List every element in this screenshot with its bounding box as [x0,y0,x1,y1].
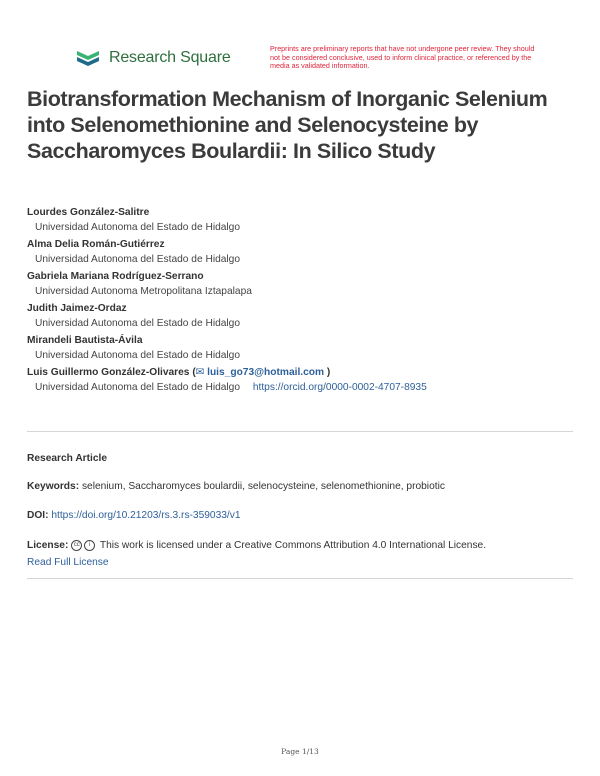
license-label: License: [27,540,69,551]
author-name[interactable]: Lourdes González-Salitre [27,207,150,218]
corresponding-author-entry [27,365,587,396]
author-name[interactable]: Gabriela Mariana Rodríguez-Serrano [27,271,204,282]
article-type: Research Article [27,453,108,464]
author-name[interactable]: Judith Jaimez-Ordaz [27,303,127,314]
doi-link[interactable]: https://doi.org/10.21203/rs.3.rs-359033/v1 [51,510,241,521]
research-square-logo[interactable] [75,47,231,69]
email-link[interactable]: luis_go73@hotmail.com [207,367,325,378]
divider-bottom [27,578,573,579]
keywords-line [27,479,445,495]
envelope-icon: ✉ [195,367,205,378]
author-affiliation: Universidad Autonoma Metropolitana Iztapalapa [35,286,252,297]
author-affiliation: Universidad Autonoma del Estado de Hidalgo [35,222,241,233]
logo-text: Research Square [109,49,231,66]
author-name[interactable]: Alma Delia Román-Gutiérrez [27,239,165,250]
author-list [27,205,587,397]
author-affiliation: Universidad Autonoma del Estado de Hidalgo [35,254,241,265]
research-square-logo-icon [75,47,101,69]
author-affiliation: Universidad Autonoma del Estado de Hidalgo [35,318,241,329]
orcid-link[interactable]: https://orcid.org/0000-0002-4707-8935 [252,382,427,393]
corresponding-author-affiliation-line [27,380,587,396]
corresponding-author-line [27,365,587,380]
keywords-value: selenium, Saccharomyces boulardii, selenocysteine, selenomethionine, probiotic [81,481,445,492]
author-entry [27,269,587,300]
doi-label: DOI: [27,510,49,521]
author-entry [27,237,587,268]
preprint-notice: Preprints are preliminary reports that have not undergone peer review. They should not be considered conclusive, used to inform clinical practice, or referenced by the media as validated information. [270,44,535,71]
license-link-line [27,555,109,571]
license-text: This work is licensed under a Creative Commons Attribution 4.0 International License. [99,540,487,551]
author-affiliation: Universidad Autonoma del Estado de Hidalgo [35,350,241,361]
doi-line [27,508,241,524]
author-entry [27,205,587,236]
author-entry [27,333,587,364]
cc-icon: cc [71,540,82,551]
license-line [27,538,486,554]
keywords-label: Keywords: [27,481,80,492]
open-paren: ( [192,367,196,378]
author-name[interactable]: Mirandeli Bautista-Ávila [27,335,143,346]
paper-title: Biotransformation Mechanism of Inorganic Selenium into Selenomethionine and Selenocysteine by Saccharomyces Boulardii: In Silico Study [27,87,548,163]
author-entry [27,301,587,332]
divider-top [27,431,573,432]
cc-by-icon: i [84,540,95,551]
close-paren: ) [326,367,331,378]
author-affiliation: Universidad Autonoma del Estado de Hidalgo [35,382,241,393]
corresponding-author-name[interactable]: Luis Guillermo González-Olivares [27,367,190,378]
page-number: Page 1/13 [281,747,319,756]
read-full-license-link[interactable]: Read Full License [27,557,109,568]
